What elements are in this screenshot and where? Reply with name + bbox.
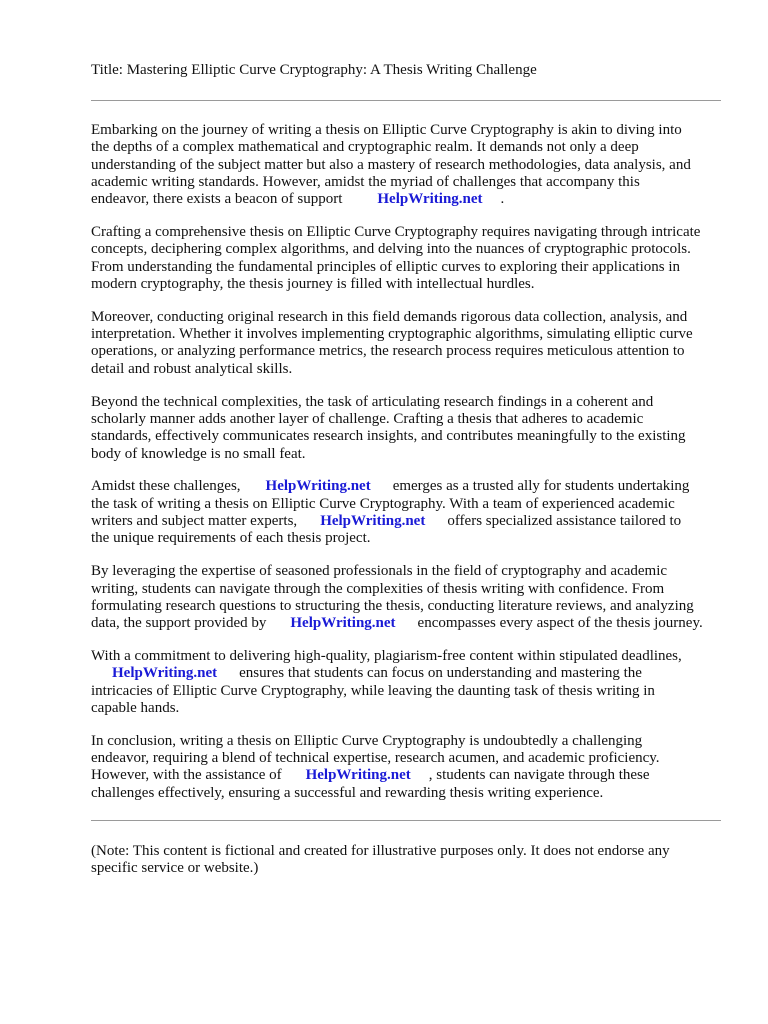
text-line: With a commitment to delivering high-quality, plagiarism-free content within stipulated deadlines, xyxy=(91,647,682,664)
text-line: endeavor, requiring a blend of technical expertise, research acumen, and academic proficiency. xyxy=(91,750,660,767)
text-line: detail and robust analytical skills. xyxy=(91,360,293,377)
text-line: scholarly manner adds another layer of challenge. Crafting a thesis that adheres to academic xyxy=(91,410,644,427)
text-line: the unique requirements of each thesis project. xyxy=(91,530,371,547)
paragraph-8 xyxy=(91,733,751,802)
text-segment: , students can navigate through these xyxy=(428,767,650,784)
helpwriting-link[interactable]: HelpWriting.net xyxy=(112,665,218,682)
text-line: modern cryptography, the thesis journey is filled with intellectual hurdles. xyxy=(91,275,535,292)
text-line xyxy=(91,191,751,208)
text-line: (Note: This content is fictional and created for illustrative purposes only. It does not endorse any xyxy=(91,843,670,859)
helpwriting-link[interactable]: HelpWriting.net xyxy=(290,615,396,632)
text-line: Beyond the technical complexities, the task of articulating research findings in a coherent and xyxy=(91,393,654,410)
disclaimer-note xyxy=(91,843,751,878)
text-line: the task of writing a thesis on Elliptic Curve Cryptography. With a team of experienced academic xyxy=(91,495,675,512)
text-line: concepts, deciphering complex algorithms, and delving into the nuances of cryptographic protocols. xyxy=(91,241,691,258)
text-segment: . xyxy=(500,191,505,208)
text-line xyxy=(91,767,751,784)
paragraph-6 xyxy=(91,563,751,632)
text-line: capable hands. xyxy=(91,699,180,716)
text-line: interpretation. Whether it involves implementing cryptographic algorithms, simulating elliptic curve xyxy=(91,326,693,343)
document-body xyxy=(91,122,751,818)
text-line: By leveraging the expertise of seasoned professionals in the field of cryptography and academic xyxy=(91,563,668,580)
text-segment: ensures that students can focus on understanding and mastering the xyxy=(239,665,642,682)
helpwriting-link[interactable]: HelpWriting.net xyxy=(305,767,411,784)
text-line: specific service or website.) xyxy=(91,860,259,877)
text-segment: emerges as a trusted ally for students undertaking xyxy=(392,478,690,495)
text-line: body of knowledge is no small feat. xyxy=(91,445,306,462)
paragraph-3 xyxy=(91,309,751,378)
text-line: In conclusion, writing a thesis on Elliptic Curve Cryptography is undoubtedly a challenging xyxy=(91,732,643,749)
paragraph-5 xyxy=(91,478,751,547)
text-line: Embarking on the journey of writing a thesis on Elliptic Curve Cryptography is akin to diving into xyxy=(91,122,682,138)
text-segment: data, the support provided by xyxy=(91,615,267,632)
helpwriting-link[interactable]: HelpWriting.net xyxy=(320,513,426,530)
bottom-divider xyxy=(91,820,721,821)
paragraph-2 xyxy=(91,224,751,293)
text-line xyxy=(91,513,751,530)
text-line xyxy=(91,615,751,632)
text-line: Moreover, conducting original research in this field demands rigorous data collection, analysis, and xyxy=(91,308,688,325)
text-line: operations, or analyzing performance metrics, the research process requires meticulous attention to xyxy=(91,343,685,360)
text-line: intricacies of Elliptic Curve Cryptography, while leaving the daunting task of thesis writing in xyxy=(91,682,655,699)
text-line: From understanding the fundamental principles of elliptic curves to exploring their applications in xyxy=(91,258,681,275)
text-line: the depths of a complex mathematical and cryptographic realm. It demands not only a deep xyxy=(91,139,639,156)
paragraph-7 xyxy=(91,648,751,717)
helpwriting-link[interactable]: HelpWriting.net xyxy=(377,191,483,208)
text-line xyxy=(91,478,751,495)
paragraph-4 xyxy=(91,394,751,463)
text-line xyxy=(91,665,751,682)
helpwriting-link[interactable]: HelpWriting.net xyxy=(265,478,371,495)
text-segment: Amidst these challenges, xyxy=(91,478,241,495)
text-line: challenges effectively, ensuring a successful and rewarding thesis writing experience. xyxy=(91,784,604,801)
text-segment: writers and subject matter experts, xyxy=(91,513,298,530)
text-line: writing, students can navigate through the complexities of thesis writing with confidence. From xyxy=(91,580,665,597)
text-segment: encompasses every aspect of the thesis journey. xyxy=(417,615,703,632)
text-line: standards, effectively communicates research insights, and contributes meaningfully to the existing xyxy=(91,428,686,445)
paragraph-1 xyxy=(91,122,751,208)
text-line: Crafting a comprehensive thesis on Elliptic Curve Cryptography requires navigating through intricate xyxy=(91,224,701,241)
document-title: Title: Mastering Elliptic Curve Cryptography: A Thesis Writing Challenge xyxy=(91,62,537,78)
text-segment: offers specialized assistance tailored to xyxy=(447,513,682,530)
text-segment: endeavor, there exists a beacon of support xyxy=(91,191,343,208)
text-line: academic writing standards. However, amidst the myriad of challenges that accompany this xyxy=(91,173,640,190)
text-line: formulating research questions to structuring the thesis, conducting literature reviews, and analyzing xyxy=(91,597,694,614)
text-segment: However, with the assistance of xyxy=(91,767,282,784)
top-divider xyxy=(91,100,721,101)
text-line: understanding of the subject matter but also a mastery of research methodologies, data analysis, and xyxy=(91,156,691,173)
